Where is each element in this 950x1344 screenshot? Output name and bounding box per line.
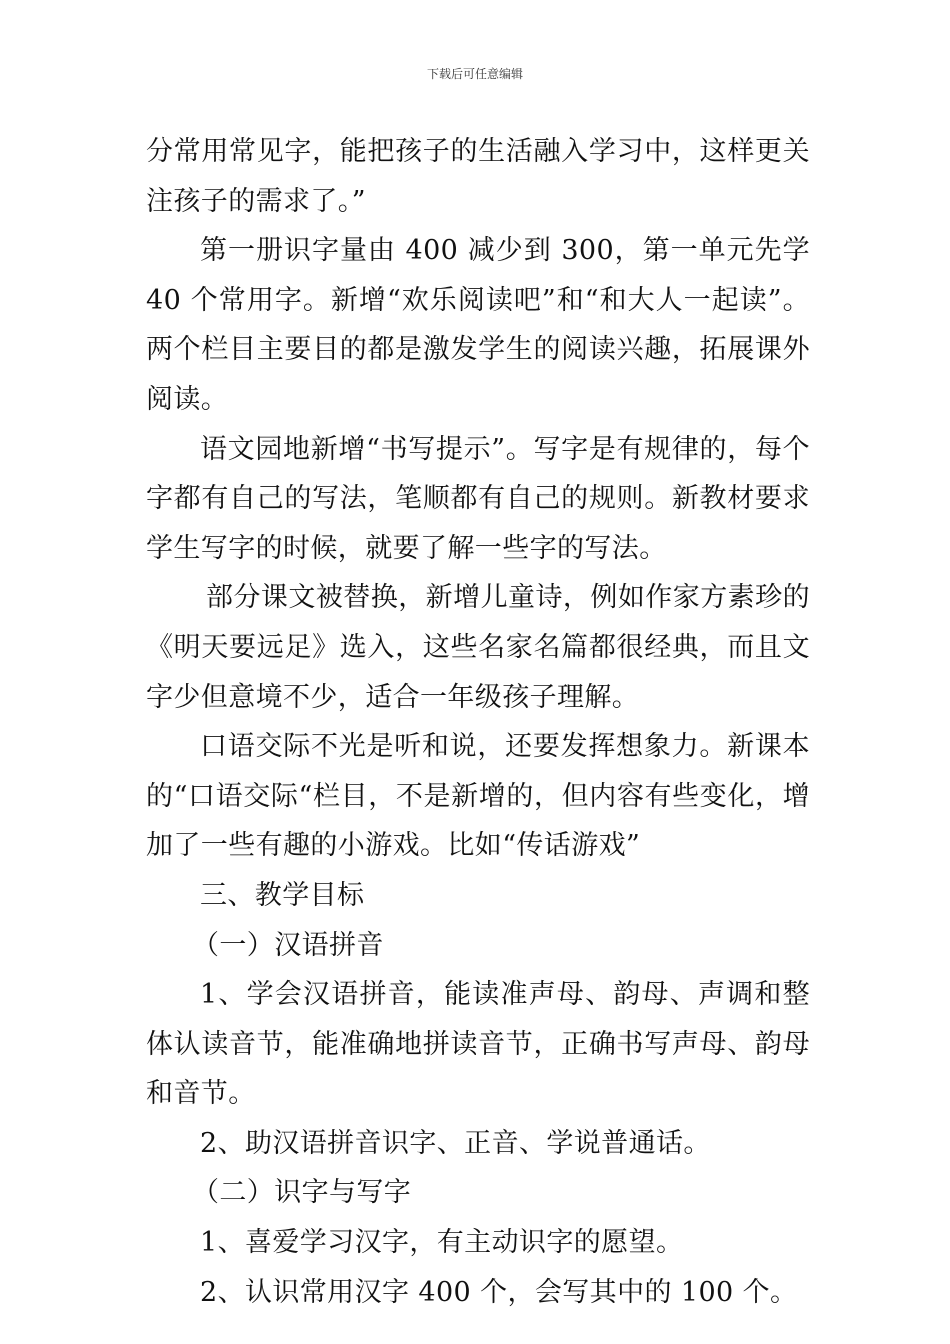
section-heading-teaching-goals: 三、教学目标 [200,879,365,911]
document-body [146,127,810,1317]
subsection-heading-pinyin: （一）汉语拼音 [192,929,384,961]
list-item-pinyin-1: 1、学会汉语拼音，能读准声母、韵母、声调和整体认读音节，能准确地拼读音节，正确书写声母、韵母和音节。 [146,979,810,1110]
list-item-pinyin-2: 2、助汉语拼音识字、正音、学说普通话。 [200,1127,711,1159]
list-item-literacy-2: 2、认识常用汉字 400 个，会写其中的 100 个。 [200,1276,798,1308]
paragraph-oral-communication: 口语交际不光是听和说，还要发挥想象力。新课本的“口语交际“栏目，不是新增的，但内容有些变化，增加了一些有趣的小游戏。比如“传话游戏” [146,731,810,862]
page-header-note: 下载后可任意编辑 [426,67,523,81]
list-item-literacy-1: 1、喜爱学习汉字，有主动识字的愿望。 [200,1227,684,1259]
paragraph-literacy-volume: 第一册识字量由 400 减少到 300，第一单元先学 40 个常用字。新增“欢乐阅读吧”和“和大人一起读”。两个栏目主要目的都是激发学生的阅读兴趣，拓展课外阅读。 [146,235,810,415]
subsection-heading-literacy: （二）识字与写字 [192,1177,412,1209]
paragraph-replaced-texts: 部分课文被替换，新增儿童诗，例如作家方素珍的《明天要远足》选入，这些名家名篇都很经典，而且文字少但意境不少，适合一年级孩子理解。 [146,582,810,713]
paragraph-writing-tips: 语文园地新增“书写提示”。写字是有规律的，每个字都有自己的写法，笔顺都有自己的规则。新教材要求学生写字的时候，就要了解一些字的写法。 [146,433,810,564]
paragraph-continuation: 分常用常见字，能把孩子的生活融入学习中，这样更关注孩子的需求了。” [146,136,810,217]
